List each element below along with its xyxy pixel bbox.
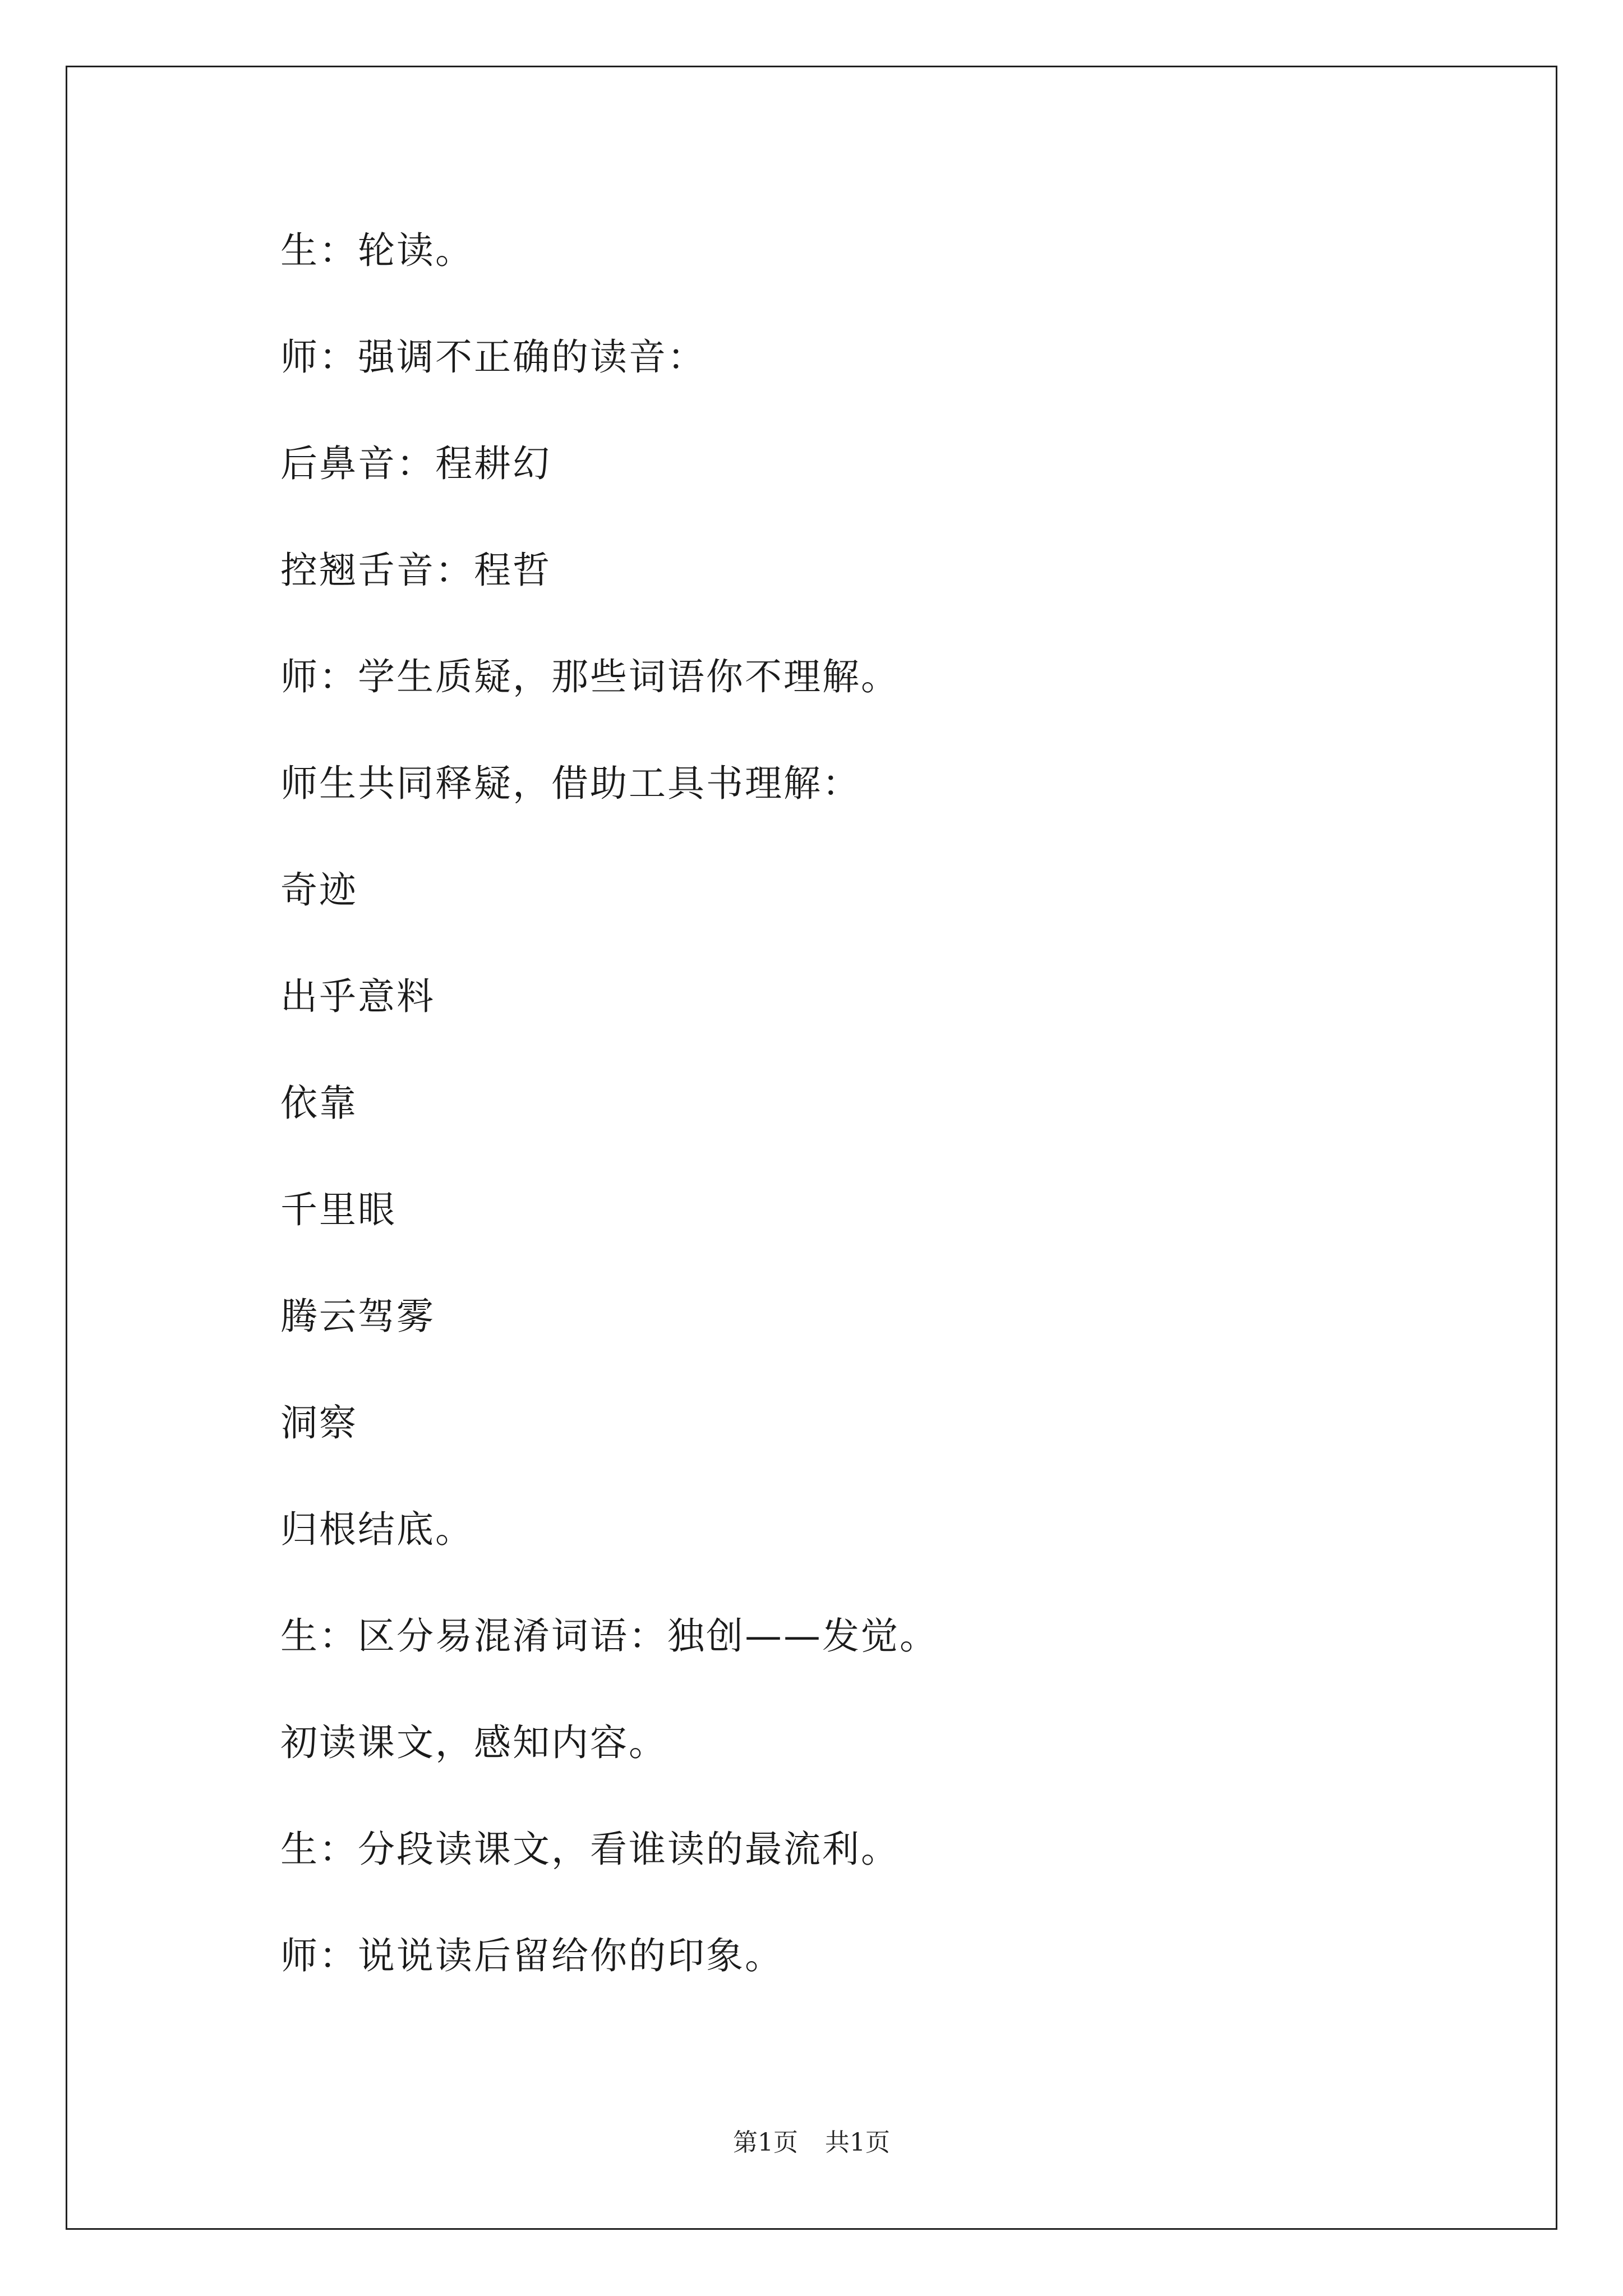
page-frame (66, 66, 1557, 2230)
text-line: 腾云驾雾 (280, 1295, 435, 1338)
text-line: 师：强调不正确的读音： (280, 335, 706, 379)
text-line: 依靠 (280, 1082, 358, 1125)
text-line: 奇迹 (280, 868, 358, 912)
page-number-current: 第1页 (733, 2128, 798, 2157)
text-line: 初读课文，感知内容。 (280, 1721, 667, 1764)
text-line: 后鼻音：程耕幻 (280, 442, 551, 485)
text-line: 出乎意料 (280, 975, 435, 1018)
text-line: 生：区分易混淆词语：独创——发觉。 (280, 1614, 938, 1658)
text-line: 师：说说读后留给你的印象。 (280, 1934, 783, 1977)
text-line: 师生共同释疑，借助工具书理解： (280, 762, 861, 805)
text-line: 控翘舌音：程哲 (280, 549, 551, 592)
text-line: 师：学生质疑，那些词语你不理解。 (280, 655, 900, 698)
text-line: 洞察 (280, 1401, 358, 1444)
text-line: 千里眼 (280, 1188, 396, 1231)
text-line: 生：轮读。 (280, 229, 474, 272)
page-footer (0, 2126, 1623, 2160)
text-line: 生：分段读课文，看谁读的最流利。 (280, 1828, 900, 1871)
text-line: 归根结底。 (280, 1508, 474, 1551)
page-number-total: 共1页 (825, 2128, 890, 2157)
